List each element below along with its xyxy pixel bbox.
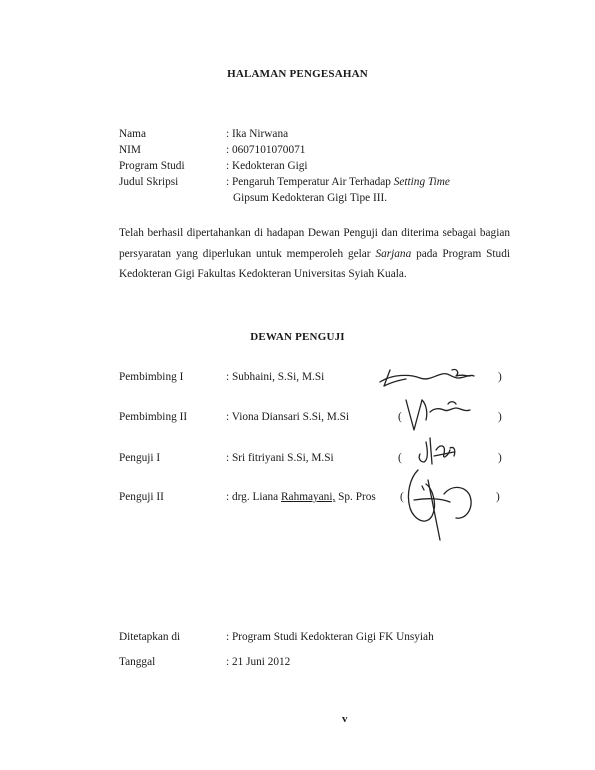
- committee-name: : Sri fitriyani S.Si, M.Si: [226, 452, 334, 464]
- nim-value: : 0607101070071: [226, 144, 306, 156]
- paragraph-text-start: Telah berhasil dipertahankan di hadapan Dewan Penguji dan diterima sebagai bagian persyaratan yang diperlukan untuk memperoleh gelar: [119, 227, 510, 260]
- signature-close-paren: ): [496, 491, 500, 503]
- committee-title: DEWAN PENGUJI: [250, 331, 345, 343]
- committee-name: [226, 490, 376, 504]
- signature-4: [408, 470, 471, 540]
- thesis-title-prefix: : Pengaruh Temperatur Air Terhadap: [226, 176, 394, 188]
- thesis-title-line2: Gipsum Kedokteran Gigi Tipe III.: [233, 192, 388, 204]
- handwritten-signatures: [370, 360, 500, 550]
- program-label: Program Studi: [119, 160, 185, 172]
- page-number: v: [342, 713, 348, 725]
- signature-open-paren: (: [398, 452, 402, 464]
- paragraph-italic-degree: Sarjana: [375, 247, 412, 260]
- date-value: : 21 Juni 2012: [226, 656, 291, 668]
- nim-label: NIM: [119, 144, 141, 156]
- committee-name: : Viona Diansari S.Si, M.Si: [226, 411, 350, 423]
- thesis-title-value: [226, 175, 450, 189]
- name-value: : Ika Nirwana: [226, 128, 289, 140]
- committee-name: : Subhaini, S.Si, M.Si: [226, 371, 325, 383]
- signature-open-paren: (: [400, 491, 404, 503]
- name-label: Nama: [119, 128, 146, 140]
- program-value: : Kedokteran Gigi: [226, 160, 308, 172]
- decision-place-label: Ditetapkan di: [119, 631, 181, 643]
- signature-open-paren: (: [398, 411, 402, 423]
- committee-role: Pembimbing I: [119, 371, 184, 383]
- signature-2: [406, 400, 470, 430]
- signature-close-paren: ): [498, 371, 502, 383]
- date-label: Tanggal: [119, 656, 156, 668]
- paragraph-text-end: pada Program Studi Kedokteran Gigi Fakultas Kedokteran Universitas Syiah Kuala.: [119, 247, 510, 280]
- name-suffix: Sp. Pros: [335, 491, 376, 503]
- committee-role: Penguji I: [119, 452, 161, 464]
- decision-place-value: : Program Studi Kedokteran Gigi FK Unsyiah: [226, 631, 434, 643]
- committee-role: Pembimbing II: [119, 411, 188, 423]
- approval-paragraph: [119, 223, 510, 285]
- name-prefix: : drg. Liana: [226, 491, 282, 503]
- committee-role: Penguji II: [119, 491, 164, 503]
- name-underlined: Rahmayani,: [281, 491, 336, 503]
- signature-close-paren: ): [498, 452, 502, 464]
- signature-close-paren: ): [498, 411, 502, 423]
- thesis-title-italic: Setting Time: [393, 176, 450, 188]
- signature-1: [380, 369, 474, 386]
- signature-3: [419, 438, 455, 464]
- thesis-title-label: Judul Skripsi: [119, 176, 179, 188]
- page-title: HALAMAN PENGESAHAN: [227, 68, 368, 80]
